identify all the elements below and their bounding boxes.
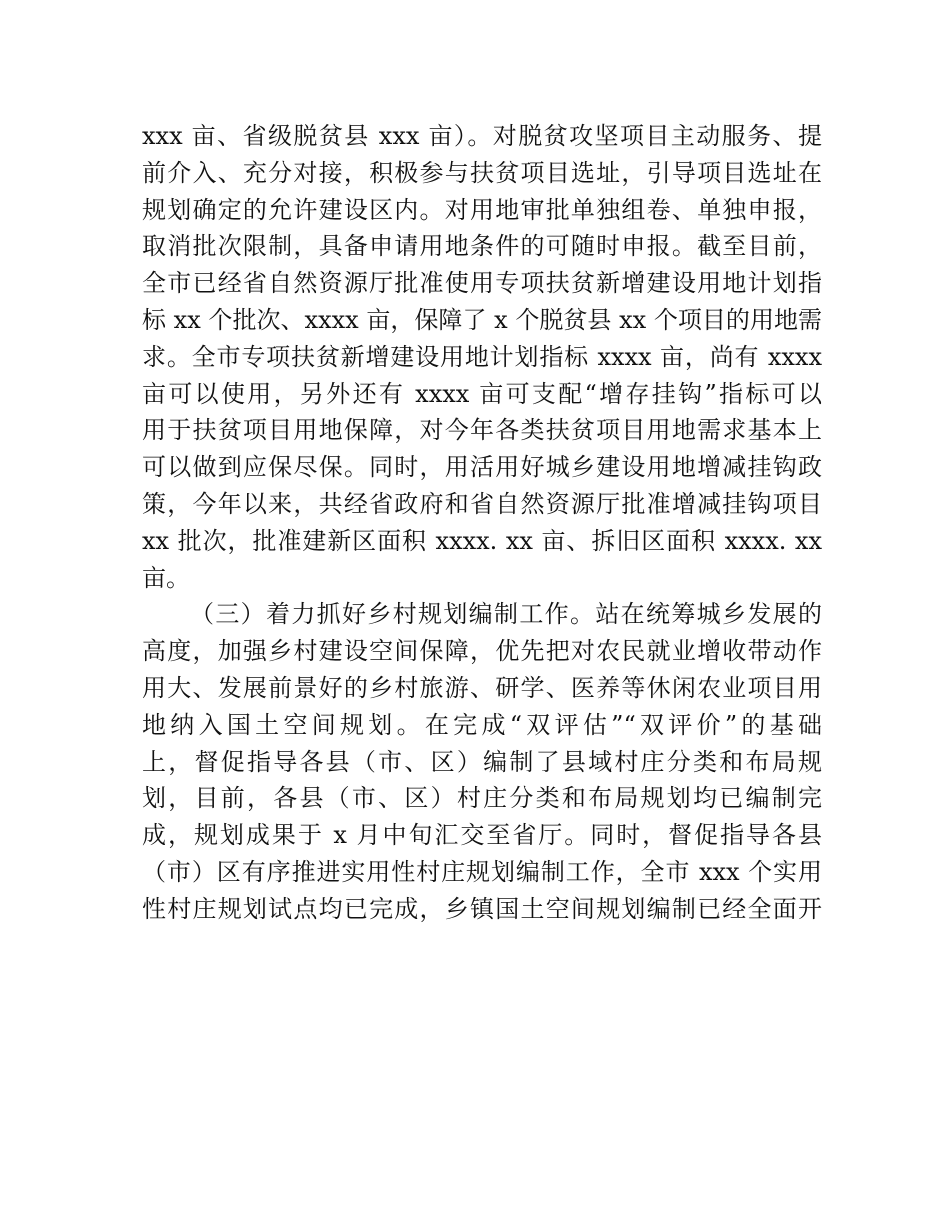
text-line: 用于扶贫项目用地保障，对今年各类扶贫项目用地需求基本上 (142, 416, 822, 445)
text-line: 上，督促指导各县（市、区）编制了县域村庄分类和布局规 (142, 747, 822, 776)
text-line: 性村庄规划试点均已完成，乡镇国土空间规划编制已经全面开 (142, 894, 822, 923)
text-line: 前介入、充分对接，积极参与扶贫项目选址，引导项目选址在 (142, 158, 822, 187)
text-line: 规划确定的允许建设区内。对用地审批单独组卷、单独申报， (142, 195, 822, 224)
text-line: 策，今年以来，共经省政府和省自然资源厅批准增减挂钩项目 (142, 489, 822, 518)
text-line: 取消批次限制，具备申请用地条件的可随时申报。截至目前， (142, 232, 822, 261)
text-line: 标 xx 个批次、xxxx 亩，保障了 x 个脱贫县 xx 个项目的用地需 (142, 305, 822, 334)
text-line: xxx 亩、省级脱贫县 xxx 亩）。对脱贫攻坚项目主动服务、提 (142, 122, 822, 150)
text-line: xx 批次，批准建新区面积 xxxx. xx 亩、拆旧区面积 xxxx. xx (142, 526, 822, 555)
text-line: 亩可以使用，另外还有 xxxx 亩可支配“增存挂钩”指标可以 (142, 379, 822, 408)
text-line: 划，目前，各县（市、区）村庄分类和布局规划均已编制完 (142, 784, 822, 813)
text-line: 成，规划成果于 x 月中旬汇交至省厅。同时，督促指导各县 (142, 821, 822, 850)
text-line: 可以做到应保尽保。同时，用活用好城乡建设用地增减挂钩政 (142, 453, 822, 482)
text-line: 全市已经省自然资源厅批准使用专项扶贫新增建设用地计划指 (142, 269, 822, 298)
section-heading-line: （三）着力抓好乡村规划编制工作。站在统筹城乡发展的 (190, 600, 822, 629)
text-line: 高度，加强乡村建设空间保障，优先把对农民就业增收带动作 (142, 637, 822, 666)
text-line: 地纳入国土空间规划。在完成“双评估”“双评价”的基础 (142, 710, 822, 739)
body-text (142, 118, 822, 928)
text-line: 求。全市专项扶贫新增建设用地计划指标 xxxx 亩，尚有 xxxx (142, 342, 822, 371)
text-line: 用大、发展前景好的乡村旅游、研学、医养等休闲农业项目用 (142, 673, 822, 702)
text-line: （市）区有序推进实用性村庄规划编制工作，全市 xxx 个实用 (142, 857, 822, 886)
paragraph-end-line: 亩。 (142, 563, 190, 592)
